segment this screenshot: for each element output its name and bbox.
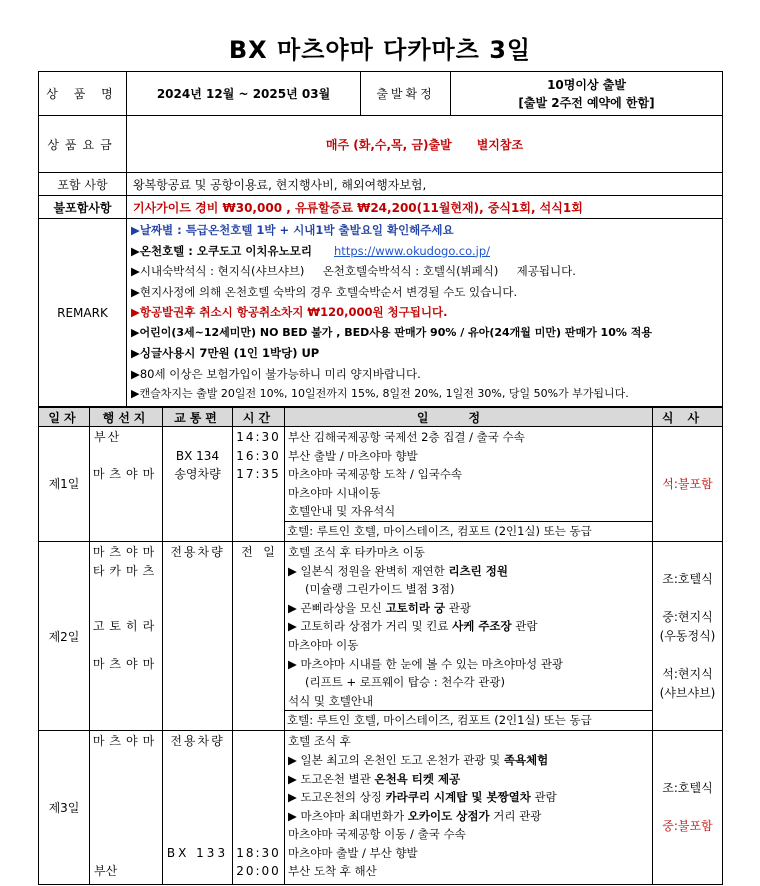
day-3-schedule-intro: 호텔 조식 후 bbox=[288, 734, 351, 749]
day-2-meal-dinner-detail: (샤브샤브) bbox=[659, 685, 716, 700]
day-3-meal-breakfast: 조:호텔식 bbox=[662, 781, 713, 796]
page-title: BX 마츠야마 다카마츠 3일 bbox=[228, 36, 532, 64]
day-1-meal: 석:불포함 bbox=[653, 427, 723, 542]
day-1-time-1: 14:30 bbox=[236, 430, 281, 444]
day-3-time-1: 18:30 bbox=[236, 845, 281, 860]
departure-confirm-line2: [출발 2주전 예약에 한함] bbox=[518, 95, 655, 110]
onsen-ticket: 온천욕 티켓 제공 bbox=[374, 771, 461, 786]
day-3-sched-4: ▶ 마츠야마 최대번화가 bbox=[288, 808, 408, 823]
day-2-sched-2-post: 관광 bbox=[445, 600, 472, 615]
day-3-sched-4-post: 거리 관광 bbox=[489, 808, 542, 823]
header-day: 일자 bbox=[39, 408, 90, 427]
day-1-shuttle: 송영차량 bbox=[174, 467, 221, 482]
day-2-hotel: 호텔: 루트인 호텔, 마이스테이즈, 컴포트 (2인1실) 또는 동급 bbox=[285, 710, 652, 730]
remark-line: ▶시내숙박석식 : 현지식(샤브샤브) 온천호텔숙박석식 : 호텔식(뷔페식) 제공됩니다. bbox=[131, 264, 576, 278]
day-2-meal-dinner: 석:현지식 bbox=[662, 666, 713, 681]
day-3-sched-5: 마츠야마 국제공항 이동 / 출국 수속 bbox=[288, 827, 466, 842]
day-2-place-matsuyama-return: 마츠야마 bbox=[92, 656, 160, 671]
remark-label: REMARK bbox=[39, 219, 127, 407]
karakuri-clock: 카라쿠리 시계탑 및 봇짱열차 bbox=[385, 790, 531, 805]
day-2-place-matsuyama: 마츠야마 bbox=[92, 544, 160, 559]
price-text: 매주 (화,수,목, 금)출발 별지참조 bbox=[127, 116, 723, 173]
departure-confirm-label: 출발확정 bbox=[361, 72, 451, 116]
remark-line: ▶날짜별 : 특급온천호텔 1박 + 시내1박 출발요일 확인해주세요 bbox=[131, 223, 454, 237]
ritsurin-garden: 리츠린 정원 bbox=[448, 563, 508, 578]
header-destination: 행선지 bbox=[90, 408, 163, 427]
day-2-schedule-intro: 호텔 조식 후 타카마츠 이동 bbox=[288, 544, 425, 559]
header-meal: 식사 bbox=[653, 408, 723, 427]
sake-brewery: 사케 주조장 bbox=[452, 619, 512, 634]
day-2-transport: 전용차량 bbox=[170, 544, 225, 559]
remark-line: ▶어린이(3세~12세미만) NO BED 불가 , BED사용 판매가 90% / 유아(24개월 미만) 판매가 10% 적용 bbox=[131, 325, 652, 339]
day-3-flight: BX 133 bbox=[166, 845, 229, 860]
day-3-place-matsuyama: 마츠야마 bbox=[92, 734, 160, 749]
day-2-meal-lunch-detail: (우동정식) bbox=[659, 628, 716, 643]
product-period: 2024년 12월 ~ 2025년 03월 bbox=[127, 72, 361, 116]
day-1-schedule-item: 호텔안내 및 자유석식 bbox=[288, 504, 396, 519]
itinerary-table bbox=[38, 407, 723, 885]
exclude-label: 불포함사항 bbox=[39, 196, 127, 219]
day-1-schedule-item: 부산 김해국제공항 국제선 2층 집결 / 출국 수속 bbox=[288, 430, 525, 444]
day-3-sched-1: ▶ 일본 최고의 온천인 도고 온천가 관광 및 bbox=[288, 752, 504, 767]
day-2-sched-1-sub: (미슐랭 그린가이드 별점 3점) bbox=[305, 582, 455, 597]
remark-line: ▶싱글사용시 7만원 (1인 1박당) UP bbox=[131, 346, 320, 360]
header-time: 시간 bbox=[233, 408, 285, 427]
day-3-meal-lunch: 중:불포함 bbox=[662, 819, 713, 834]
day-1-place-matsuyama: 마츠야마 bbox=[92, 467, 160, 482]
include-text: 왕복항공료 및 공항이용료, 현지행사비, 해외여행자보험, bbox=[127, 173, 723, 196]
day-2-time: 전 일 bbox=[241, 544, 276, 559]
remark-line: ▶항공발권후 취소시 항공취소차지 ₩120,000원 청구됩니다. bbox=[131, 305, 448, 319]
day-1-label: 제1일 bbox=[39, 427, 90, 542]
day-2-place-kotohira: 고토히라 bbox=[92, 619, 160, 634]
hotel-website-link[interactable]: https://www.okudogo.co.jp/ bbox=[334, 243, 490, 258]
day-2-sched-5: ▶ 마츠야마 시내를 한 눈에 볼 수 있는 마츠야마성 관광 bbox=[288, 656, 564, 671]
day-1-schedule-item: 부산 출발 / 마츠야마 향발 bbox=[288, 448, 418, 463]
day-3-label: 제3일 bbox=[39, 731, 90, 885]
product-info-table bbox=[38, 71, 723, 407]
day-2-sched-5-sub: (리프트 + 로프웨이 탑승 : 천수각 관광) bbox=[305, 675, 505, 690]
day-3-sched-6: 마츠야마 출발 / 부산 향발 bbox=[288, 845, 418, 860]
day-3-sched-3-post: 관람 bbox=[530, 790, 557, 805]
day-3-sched-7: 부산 도착 후 해산 bbox=[288, 864, 377, 879]
day-3-sched-2: ▶ 도고온천 별관 bbox=[288, 771, 375, 786]
price-label: 상품요금 bbox=[39, 116, 127, 173]
exclude-text: 기사가이드 경비 ₩30,000 , 유류할증료 ₩24,200(11월현재), 중식1회, 석식1회 bbox=[127, 196, 723, 219]
kotohira-shrine: 고토히라 궁 bbox=[385, 600, 446, 615]
day-2-label: 제2일 bbox=[39, 541, 90, 730]
day-1-schedule-item: 마츠야마 국제공항 도착 / 입국수속 bbox=[288, 467, 463, 482]
day-1-hotel: 호텔: 루트인 호텔, 마이스테이즈, 컴포트 (2인1실) 또는 동급 bbox=[285, 521, 652, 541]
day-2-sched-3: ▶ 고토히라 상점가 거리 및 킨료 bbox=[288, 619, 453, 634]
remark-line: ▶캔슬차지는 출발 20일전 10%, 10일전까지 15%, 8일전 20%, 1일전 30%, 당일 50%가 부가됩니다. bbox=[131, 387, 629, 400]
day-2-sched-3-post: 관람 bbox=[511, 619, 538, 634]
remark-hotel: ▶온천호텔 : 오쿠도고 이치유노모리 bbox=[131, 243, 312, 258]
day-1-time-2: 16:30 bbox=[236, 448, 281, 463]
day-1-place-busan: 부산 bbox=[94, 430, 122, 444]
day-1-time-3: 17:35 bbox=[236, 467, 281, 482]
remark-line: ▶80세 이상은 보험가입이 불가능하니 미리 양지바랍니다. bbox=[131, 366, 421, 381]
product-name-label: 상 품 명 bbox=[39, 72, 127, 116]
day-2-sched-4: 마츠야마 이동 bbox=[288, 637, 359, 652]
header-schedule: 일정 bbox=[285, 408, 653, 427]
day-2-meal-lunch: 중:현지식 bbox=[662, 609, 713, 624]
departure-confirm-line1: 10명이상 출발 bbox=[547, 77, 626, 92]
day-1-flight: BX 134 bbox=[175, 448, 220, 463]
day-2-place-takamatsu: 타카마츠 bbox=[92, 563, 160, 578]
remark-line: ▶현지사정에 의해 온천호텔 숙박의 경우 호텔숙박순서 변경될 수도 있습니다. bbox=[131, 284, 518, 299]
day-3-sched-3: ▶ 도고온천의 상징 bbox=[288, 790, 386, 805]
day-3-place-busan: 부산 bbox=[94, 864, 118, 879]
header-transport: 교통편 bbox=[163, 408, 233, 427]
day-2-sched-6: 석식 및 호텔안내 bbox=[288, 693, 374, 708]
day-2-meal-breakfast: 조:호텔식 bbox=[662, 571, 713, 586]
day-3-transport: 전용차량 bbox=[170, 734, 225, 749]
day-3-time-2: 20:00 bbox=[236, 864, 281, 879]
okaido-street: 오카이도 상점가 bbox=[407, 808, 490, 823]
remark-line bbox=[127, 241, 722, 262]
day-1-schedule-item: 마츠야마 시내이동 bbox=[288, 485, 381, 500]
day-2-sched-1: ▶ 일본식 정원을 완벽히 재연한 bbox=[288, 563, 449, 578]
day-2-sched-2: ▶ 곤삐라상을 모신 bbox=[288, 600, 386, 615]
footbath-experience: 족욕체험 bbox=[503, 752, 549, 767]
include-label: 포함 사항 bbox=[39, 173, 127, 196]
